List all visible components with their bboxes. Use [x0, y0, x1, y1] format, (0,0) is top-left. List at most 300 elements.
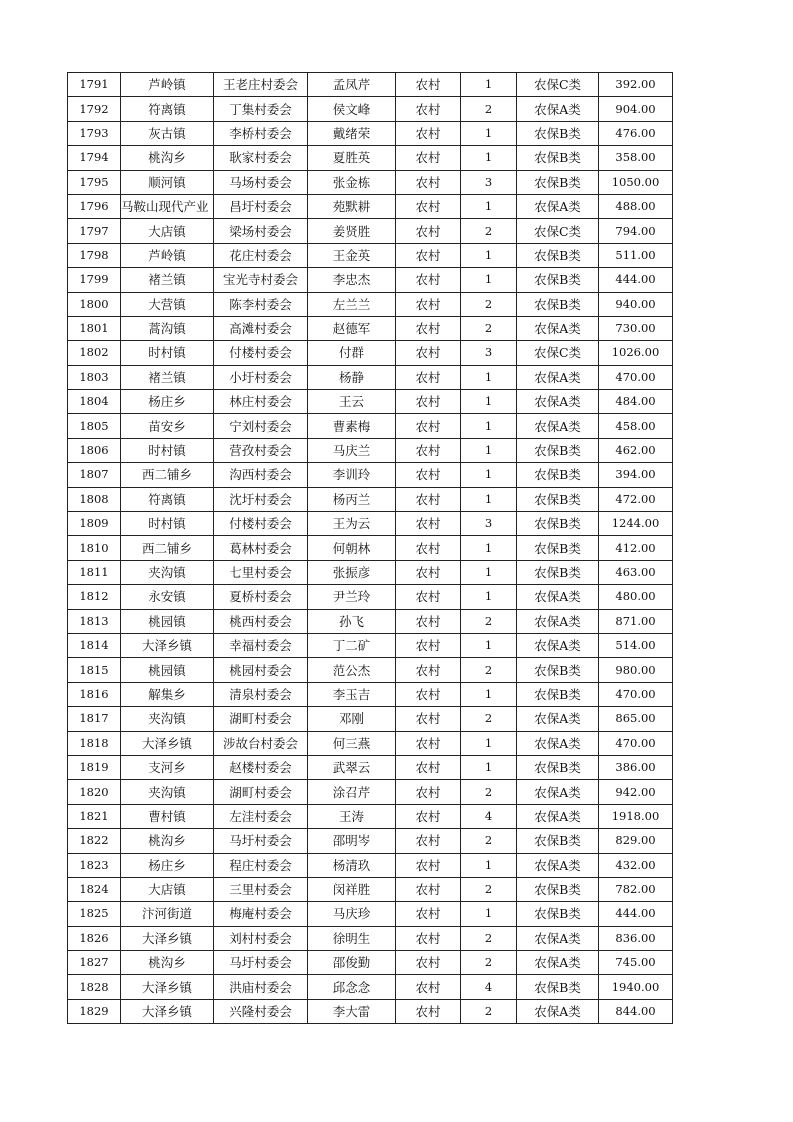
- insurance-category-cell: 农保B类: [517, 463, 599, 487]
- table-row: [68, 438, 673, 462]
- amount-cell: 444.00: [599, 268, 673, 292]
- village-committee-cell: 花庄村委会: [214, 243, 308, 267]
- insurance-category-cell: 农保A类: [517, 390, 599, 414]
- village-committee-cell: 付楼村委会: [214, 341, 308, 365]
- township-cell: 符离镇: [121, 487, 214, 511]
- serial-number-cell: 1821: [68, 804, 121, 828]
- table-row: [68, 463, 673, 487]
- household-size-cell: 1: [461, 390, 517, 414]
- insurance-category-cell: 农保A类: [517, 609, 599, 633]
- insurance-category-cell: 农保B类: [517, 243, 599, 267]
- person-name-cell: 左兰兰: [308, 292, 396, 316]
- village-committee-cell: 李桥村委会: [214, 121, 308, 145]
- village-committee-cell: 七里村委会: [214, 560, 308, 584]
- amount-cell: 782.00: [599, 877, 673, 901]
- serial-number-cell: 1799: [68, 268, 121, 292]
- area-type-cell: 农村: [396, 390, 461, 414]
- area-type-cell: 农村: [396, 146, 461, 170]
- table-row: [68, 536, 673, 560]
- table-row: [68, 731, 673, 755]
- serial-number-cell: 1796: [68, 194, 121, 218]
- insurance-category-cell: 农保B类: [517, 829, 599, 853]
- area-type-cell: 农村: [396, 951, 461, 975]
- person-name-cell: 丁二矿: [308, 633, 396, 657]
- area-type-cell: 农村: [396, 975, 461, 999]
- village-committee-cell: 桃园村委会: [214, 658, 308, 682]
- person-name-cell: 付群: [308, 341, 396, 365]
- household-size-cell: 1: [461, 487, 517, 511]
- village-committee-cell: 陈李村委会: [214, 292, 308, 316]
- serial-number-cell: 1825: [68, 902, 121, 926]
- township-cell: 桃沟乡: [121, 146, 214, 170]
- area-type-cell: 农村: [396, 194, 461, 218]
- area-type-cell: 农村: [396, 999, 461, 1023]
- table-row: [68, 633, 673, 657]
- person-name-cell: 武翠云: [308, 755, 396, 779]
- table-row: [68, 902, 673, 926]
- person-name-cell: 王金英: [308, 243, 396, 267]
- village-committee-cell: 涉故台村委会: [214, 731, 308, 755]
- amount-cell: 463.00: [599, 560, 673, 584]
- insurance-category-cell: 农保A类: [517, 633, 599, 657]
- person-name-cell: 孟凤芹: [308, 73, 396, 97]
- township-cell: 大营镇: [121, 292, 214, 316]
- amount-cell: 462.00: [599, 438, 673, 462]
- serial-number-cell: 1819: [68, 755, 121, 779]
- household-size-cell: 2: [461, 97, 517, 121]
- amount-cell: 1918.00: [599, 804, 673, 828]
- insurance-category-cell: 农保B类: [517, 755, 599, 779]
- area-type-cell: 农村: [396, 463, 461, 487]
- household-size-cell: 1: [461, 755, 517, 779]
- township-cell: 永安镇: [121, 585, 214, 609]
- village-committee-cell: 沟西村委会: [214, 463, 308, 487]
- area-type-cell: 农村: [396, 121, 461, 145]
- person-name-cell: 何朝林: [308, 536, 396, 560]
- serial-number-cell: 1813: [68, 609, 121, 633]
- amount-cell: 470.00: [599, 682, 673, 706]
- person-name-cell: 涂召芹: [308, 780, 396, 804]
- area-type-cell: 农村: [396, 926, 461, 950]
- amount-cell: 1050.00: [599, 170, 673, 194]
- serial-number-cell: 1811: [68, 560, 121, 584]
- area-type-cell: 农村: [396, 560, 461, 584]
- table-row: [68, 877, 673, 901]
- township-cell: 汴河街道: [121, 902, 214, 926]
- insurance-category-cell: 农保B类: [517, 512, 599, 536]
- area-type-cell: 农村: [396, 512, 461, 536]
- household-size-cell: 4: [461, 975, 517, 999]
- household-size-cell: 2: [461, 316, 517, 340]
- area-type-cell: 农村: [396, 755, 461, 779]
- serial-number-cell: 1828: [68, 975, 121, 999]
- area-type-cell: 农村: [396, 292, 461, 316]
- serial-number-cell: 1798: [68, 243, 121, 267]
- area-type-cell: 农村: [396, 487, 461, 511]
- amount-cell: 1940.00: [599, 975, 673, 999]
- village-committee-cell: 宁刘村委会: [214, 414, 308, 438]
- insurance-category-cell: 农保A类: [517, 316, 599, 340]
- amount-cell: 836.00: [599, 926, 673, 950]
- person-name-cell: 杨丙兰: [308, 487, 396, 511]
- person-name-cell: 马庆兰: [308, 438, 396, 462]
- table-row: [68, 926, 673, 950]
- table-row: [68, 999, 673, 1023]
- area-type-cell: 农村: [396, 902, 461, 926]
- township-cell: 大泽乡镇: [121, 633, 214, 657]
- household-size-cell: 2: [461, 292, 517, 316]
- household-size-cell: 1: [461, 536, 517, 560]
- village-committee-cell: 梁场村委会: [214, 219, 308, 243]
- area-type-cell: 农村: [396, 316, 461, 340]
- township-cell: 灰古镇: [121, 121, 214, 145]
- insurance-category-cell: 农保A类: [517, 731, 599, 755]
- insurance-category-cell: 农保C类: [517, 341, 599, 365]
- township-cell: 马鞍山现代产业: [121, 194, 214, 218]
- person-name-cell: 王云: [308, 390, 396, 414]
- area-type-cell: 农村: [396, 804, 461, 828]
- person-name-cell: 赵德军: [308, 316, 396, 340]
- village-committee-cell: 昌圩村委会: [214, 194, 308, 218]
- household-size-cell: 1: [461, 853, 517, 877]
- township-cell: 西二铺乡: [121, 536, 214, 560]
- table-row: [68, 975, 673, 999]
- area-type-cell: 农村: [396, 609, 461, 633]
- serial-number-cell: 1812: [68, 585, 121, 609]
- area-type-cell: 农村: [396, 97, 461, 121]
- serial-number-cell: 1820: [68, 780, 121, 804]
- person-name-cell: 闵祥胜: [308, 877, 396, 901]
- amount-cell: 444.00: [599, 902, 673, 926]
- household-size-cell: 1: [461, 463, 517, 487]
- household-size-cell: 1: [461, 731, 517, 755]
- township-cell: 桃园镇: [121, 609, 214, 633]
- amount-cell: 432.00: [599, 853, 673, 877]
- household-size-cell: 2: [461, 999, 517, 1023]
- household-size-cell: 1: [461, 682, 517, 706]
- person-name-cell: 戴绪荣: [308, 121, 396, 145]
- insurance-category-cell: 农保C类: [517, 73, 599, 97]
- person-name-cell: 徐明生: [308, 926, 396, 950]
- village-committee-cell: 清泉村委会: [214, 682, 308, 706]
- insurance-category-cell: 农保A类: [517, 414, 599, 438]
- table-row: [68, 682, 673, 706]
- village-committee-cell: 王老庄村委会: [214, 73, 308, 97]
- insurance-category-cell: 农保A类: [517, 194, 599, 218]
- insurance-category-cell: 农保B类: [517, 902, 599, 926]
- insurance-category-cell: 农保B类: [517, 682, 599, 706]
- household-size-cell: 2: [461, 658, 517, 682]
- serial-number-cell: 1814: [68, 633, 121, 657]
- amount-cell: 1026.00: [599, 341, 673, 365]
- person-name-cell: 杨清玖: [308, 853, 396, 877]
- amount-cell: 484.00: [599, 390, 673, 414]
- area-type-cell: 农村: [396, 414, 461, 438]
- amount-cell: 412.00: [599, 536, 673, 560]
- insurance-category-cell: 农保A类: [517, 585, 599, 609]
- village-committee-cell: 马圩村委会: [214, 829, 308, 853]
- insurance-category-cell: 农保A类: [517, 951, 599, 975]
- insurance-category-cell: 农保B类: [517, 877, 599, 901]
- insurance-category-cell: 农保C类: [517, 219, 599, 243]
- serial-number-cell: 1803: [68, 365, 121, 389]
- area-type-cell: 农村: [396, 341, 461, 365]
- person-name-cell: 邵俊勤: [308, 951, 396, 975]
- area-type-cell: 农村: [396, 268, 461, 292]
- table-row: [68, 97, 673, 121]
- township-cell: 桃园镇: [121, 658, 214, 682]
- insurance-category-cell: 农保A类: [517, 97, 599, 121]
- insurance-category-cell: 农保B类: [517, 487, 599, 511]
- area-type-cell: 农村: [396, 682, 461, 706]
- serial-number-cell: 1806: [68, 438, 121, 462]
- person-name-cell: 王为云: [308, 512, 396, 536]
- village-committee-cell: 小圩村委会: [214, 365, 308, 389]
- person-name-cell: 范公杰: [308, 658, 396, 682]
- village-committee-cell: 湖町村委会: [214, 780, 308, 804]
- township-cell: 杨庄乡: [121, 853, 214, 877]
- serial-number-cell: 1794: [68, 146, 121, 170]
- serial-number-cell: 1809: [68, 512, 121, 536]
- person-name-cell: 李玉吉: [308, 682, 396, 706]
- amount-cell: 829.00: [599, 829, 673, 853]
- area-type-cell: 农村: [396, 658, 461, 682]
- serial-number-cell: 1791: [68, 73, 121, 97]
- area-type-cell: 农村: [396, 877, 461, 901]
- household-size-cell: 1: [461, 194, 517, 218]
- village-committee-cell: 赵楼村委会: [214, 755, 308, 779]
- township-cell: 桃沟乡: [121, 951, 214, 975]
- person-name-cell: 李训玲: [308, 463, 396, 487]
- amount-cell: 470.00: [599, 731, 673, 755]
- amount-cell: 386.00: [599, 755, 673, 779]
- village-committee-cell: 幸福村委会: [214, 633, 308, 657]
- table-row: [68, 365, 673, 389]
- person-name-cell: 邓刚: [308, 707, 396, 731]
- table-row: [68, 609, 673, 633]
- amount-cell: 480.00: [599, 585, 673, 609]
- household-size-cell: 1: [461, 365, 517, 389]
- table-row: [68, 585, 673, 609]
- table-row: [68, 121, 673, 145]
- household-size-cell: 2: [461, 219, 517, 243]
- area-type-cell: 农村: [396, 633, 461, 657]
- township-cell: 时村镇: [121, 341, 214, 365]
- amount-cell: 730.00: [599, 316, 673, 340]
- amount-cell: 514.00: [599, 633, 673, 657]
- serial-number-cell: 1823: [68, 853, 121, 877]
- insurance-category-cell: 农保A类: [517, 853, 599, 877]
- table-row: [68, 194, 673, 218]
- township-cell: 支河乡: [121, 755, 214, 779]
- table-row: [68, 755, 673, 779]
- serial-number-cell: 1815: [68, 658, 121, 682]
- insurance-category-cell: 农保B类: [517, 560, 599, 584]
- township-cell: 大店镇: [121, 219, 214, 243]
- table-row: [68, 707, 673, 731]
- amount-cell: 476.00: [599, 121, 673, 145]
- township-cell: 解集乡: [121, 682, 214, 706]
- township-cell: 符离镇: [121, 97, 214, 121]
- amount-cell: 980.00: [599, 658, 673, 682]
- serial-number-cell: 1827: [68, 951, 121, 975]
- township-cell: 褚兰镇: [121, 268, 214, 292]
- household-size-cell: 1: [461, 560, 517, 584]
- table-row: [68, 560, 673, 584]
- township-cell: 大泽乡镇: [121, 975, 214, 999]
- serial-number-cell: 1818: [68, 731, 121, 755]
- amount-cell: 940.00: [599, 292, 673, 316]
- table-row: [68, 268, 673, 292]
- household-size-cell: 2: [461, 829, 517, 853]
- village-committee-cell: 三里村委会: [214, 877, 308, 901]
- township-cell: 夹沟镇: [121, 707, 214, 731]
- serial-number-cell: 1822: [68, 829, 121, 853]
- table-row: [68, 146, 673, 170]
- table-row: [68, 219, 673, 243]
- table-row: [68, 341, 673, 365]
- amount-cell: 358.00: [599, 146, 673, 170]
- township-cell: 大泽乡镇: [121, 926, 214, 950]
- table-row: [68, 243, 673, 267]
- serial-number-cell: 1804: [68, 390, 121, 414]
- amount-cell: 511.00: [599, 243, 673, 267]
- insurance-category-cell: 农保B类: [517, 121, 599, 145]
- village-committee-cell: 高滩村委会: [214, 316, 308, 340]
- amount-cell: 472.00: [599, 487, 673, 511]
- township-cell: 芦岭镇: [121, 243, 214, 267]
- household-size-cell: 3: [461, 512, 517, 536]
- person-name-cell: 李大雷: [308, 999, 396, 1023]
- area-type-cell: 农村: [396, 829, 461, 853]
- serial-number-cell: 1829: [68, 999, 121, 1023]
- township-cell: 蒿沟镇: [121, 316, 214, 340]
- person-name-cell: 王涛: [308, 804, 396, 828]
- serial-number-cell: 1808: [68, 487, 121, 511]
- serial-number-cell: 1800: [68, 292, 121, 316]
- recipient-table: [67, 72, 673, 1024]
- township-cell: 时村镇: [121, 438, 214, 462]
- person-name-cell: 马庆珍: [308, 902, 396, 926]
- township-cell: 大泽乡镇: [121, 731, 214, 755]
- village-committee-cell: 沈圩村委会: [214, 487, 308, 511]
- village-committee-cell: 程庄村委会: [214, 853, 308, 877]
- household-size-cell: 2: [461, 926, 517, 950]
- village-committee-cell: 洪庙村委会: [214, 975, 308, 999]
- household-size-cell: 3: [461, 170, 517, 194]
- person-name-cell: 杨静: [308, 365, 396, 389]
- household-size-cell: 4: [461, 804, 517, 828]
- table-row: [68, 512, 673, 536]
- township-cell: 时村镇: [121, 512, 214, 536]
- insurance-category-cell: 农保B类: [517, 292, 599, 316]
- village-committee-cell: 刘村村委会: [214, 926, 308, 950]
- amount-cell: 1244.00: [599, 512, 673, 536]
- household-size-cell: 2: [461, 609, 517, 633]
- village-committee-cell: 兴隆村委会: [214, 999, 308, 1023]
- amount-cell: 745.00: [599, 951, 673, 975]
- village-committee-cell: 营孜村委会: [214, 438, 308, 462]
- insurance-category-cell: 农保A类: [517, 804, 599, 828]
- village-committee-cell: 耿家村委会: [214, 146, 308, 170]
- person-name-cell: 苑默耕: [308, 194, 396, 218]
- insurance-category-cell: 农保A类: [517, 707, 599, 731]
- person-name-cell: 尹兰玲: [308, 585, 396, 609]
- table-row: [68, 170, 673, 194]
- township-cell: 桃沟乡: [121, 829, 214, 853]
- table-row: [68, 73, 673, 97]
- household-size-cell: 1: [461, 438, 517, 462]
- township-cell: 西二铺乡: [121, 463, 214, 487]
- serial-number-cell: 1797: [68, 219, 121, 243]
- household-size-cell: 3: [461, 341, 517, 365]
- village-committee-cell: 桃西村委会: [214, 609, 308, 633]
- household-size-cell: 2: [461, 951, 517, 975]
- village-committee-cell: 夏桥村委会: [214, 585, 308, 609]
- serial-number-cell: 1826: [68, 926, 121, 950]
- table-row: [68, 316, 673, 340]
- person-name-cell: 张金栋: [308, 170, 396, 194]
- village-committee-cell: 丁集村委会: [214, 97, 308, 121]
- table-row: [68, 487, 673, 511]
- village-committee-cell: 左洼村委会: [214, 804, 308, 828]
- table-row: [68, 390, 673, 414]
- area-type-cell: 农村: [396, 73, 461, 97]
- household-size-cell: 1: [461, 73, 517, 97]
- amount-cell: 871.00: [599, 609, 673, 633]
- village-committee-cell: 梅庵村委会: [214, 902, 308, 926]
- township-cell: 顺河镇: [121, 170, 214, 194]
- insurance-category-cell: 农保B类: [517, 536, 599, 560]
- serial-number-cell: 1795: [68, 170, 121, 194]
- person-name-cell: 邵明岑: [308, 829, 396, 853]
- village-committee-cell: 马圩村委会: [214, 951, 308, 975]
- insurance-category-cell: 农保B类: [517, 975, 599, 999]
- household-size-cell: 2: [461, 877, 517, 901]
- table-row: [68, 780, 673, 804]
- table-row: [68, 414, 673, 438]
- township-cell: 杨庄乡: [121, 390, 214, 414]
- table-row: [68, 292, 673, 316]
- serial-number-cell: 1802: [68, 341, 121, 365]
- household-size-cell: 1: [461, 146, 517, 170]
- household-size-cell: 1: [461, 243, 517, 267]
- person-name-cell: 张振彦: [308, 560, 396, 584]
- area-type-cell: 农村: [396, 853, 461, 877]
- table-row: [68, 658, 673, 682]
- insurance-category-cell: 农保B类: [517, 146, 599, 170]
- person-name-cell: 何三燕: [308, 731, 396, 755]
- person-name-cell: 侯文峰: [308, 97, 396, 121]
- household-size-cell: 1: [461, 121, 517, 145]
- village-committee-cell: 湖町村委会: [214, 707, 308, 731]
- insurance-category-cell: 农保B类: [517, 658, 599, 682]
- amount-cell: 844.00: [599, 999, 673, 1023]
- table-row: [68, 951, 673, 975]
- serial-number-cell: 1793: [68, 121, 121, 145]
- serial-number-cell: 1792: [68, 97, 121, 121]
- person-name-cell: 孙飞: [308, 609, 396, 633]
- area-type-cell: 农村: [396, 438, 461, 462]
- village-committee-cell: 葛林村委会: [214, 536, 308, 560]
- insurance-category-cell: 农保A类: [517, 926, 599, 950]
- serial-number-cell: 1816: [68, 682, 121, 706]
- household-size-cell: 1: [461, 902, 517, 926]
- township-cell: 大店镇: [121, 877, 214, 901]
- amount-cell: 865.00: [599, 707, 673, 731]
- serial-number-cell: 1810: [68, 536, 121, 560]
- person-name-cell: 曹素梅: [308, 414, 396, 438]
